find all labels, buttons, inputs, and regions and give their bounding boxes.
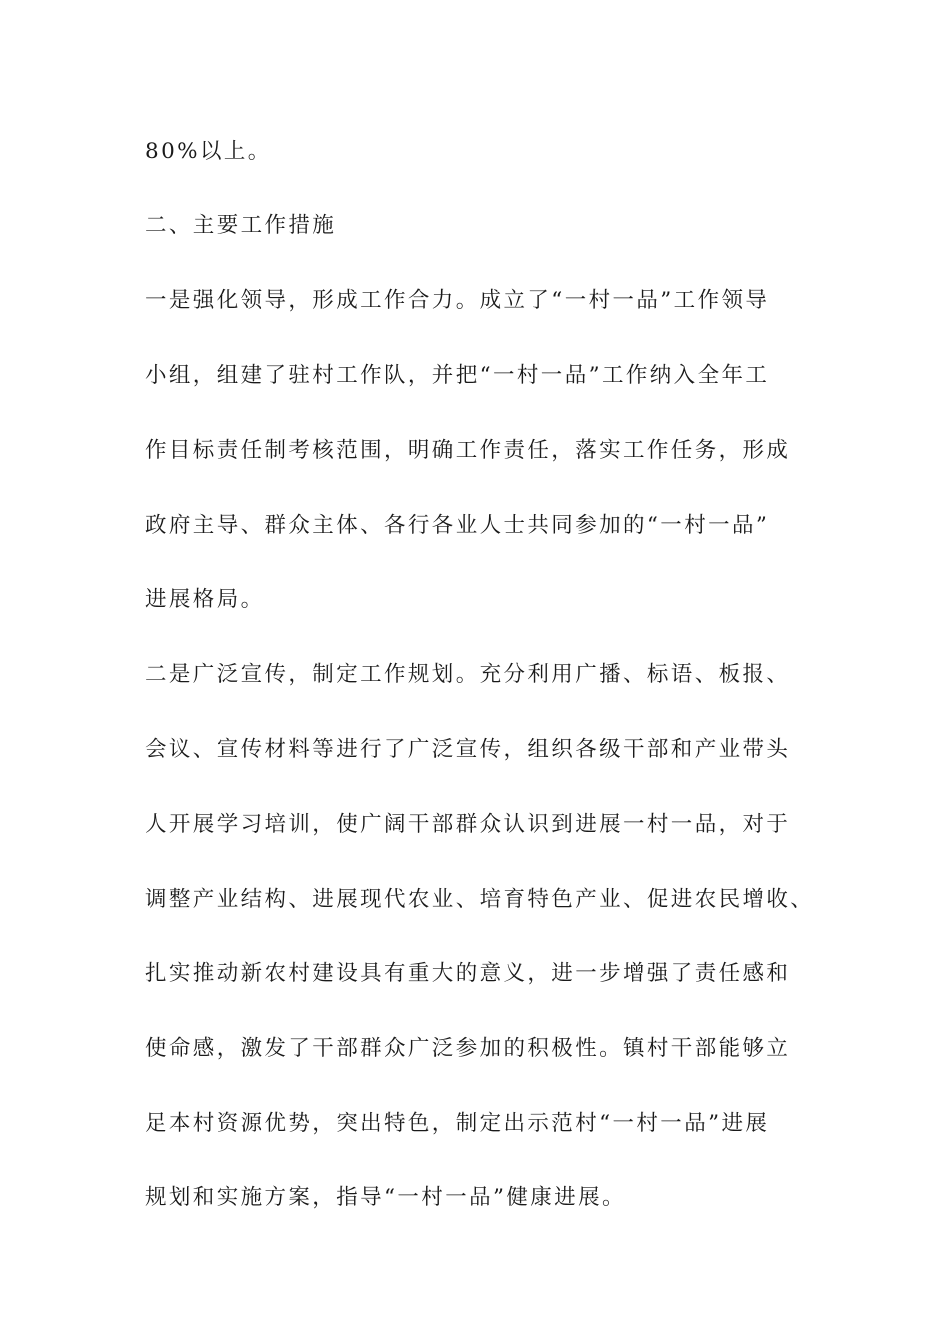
paragraph-1-line-1: 一是强化领导，形成工作合力。成立了“一村一品”工作领导 bbox=[145, 288, 770, 313]
paragraph-2-line-7: 足本村资源优势，突出特色，制定出示范村“一村一品”进展 bbox=[145, 1111, 770, 1136]
paragraph-2-line-1: 二是广泛宣传，制定工作规划。充分利用广播、标语、板报、 bbox=[145, 662, 791, 687]
paragraph-1-line-4: 政府主导、群众主体、各行各业人士共同参加的“一村一品” bbox=[145, 513, 770, 538]
text-line-continuation: 80%以上。 bbox=[145, 139, 272, 164]
paragraph-2-line-4: 调整产业结构、进展现代农业、培育特色产业、促进农民增收、 bbox=[145, 887, 815, 912]
paragraph-2-line-3: 人开展学习培训，使广阔干部群众认识到进展一村一品，对于 bbox=[145, 812, 791, 837]
paragraph-2-line-8: 规划和实施方案，指导“一村一品”健康进展。 bbox=[145, 1185, 626, 1210]
section-heading: 二、主要工作措施 bbox=[145, 213, 337, 238]
paragraph-1-line-3: 作目标责任制考核范围，明确工作责任，落实工作任务，形成 bbox=[145, 438, 791, 463]
paragraph-2-line-6: 使命感，激发了干部群众广泛参加的积极性。镇村干部能够立 bbox=[145, 1036, 791, 1061]
paragraph-1-line-2: 小组，组建了驻村工作队，并把“一村一品”工作纳入全年工 bbox=[145, 363, 770, 388]
paragraph-2-line-2: 会议、宣传材料等进行了广泛宣传，组织各级干部和产业带头 bbox=[145, 737, 791, 762]
paragraph-1-line-5: 进展格局。 bbox=[145, 587, 265, 612]
paragraph-2-line-5: 扎实推动新农村建设具有重大的意义，进一步增强了责任感和 bbox=[145, 961, 791, 986]
